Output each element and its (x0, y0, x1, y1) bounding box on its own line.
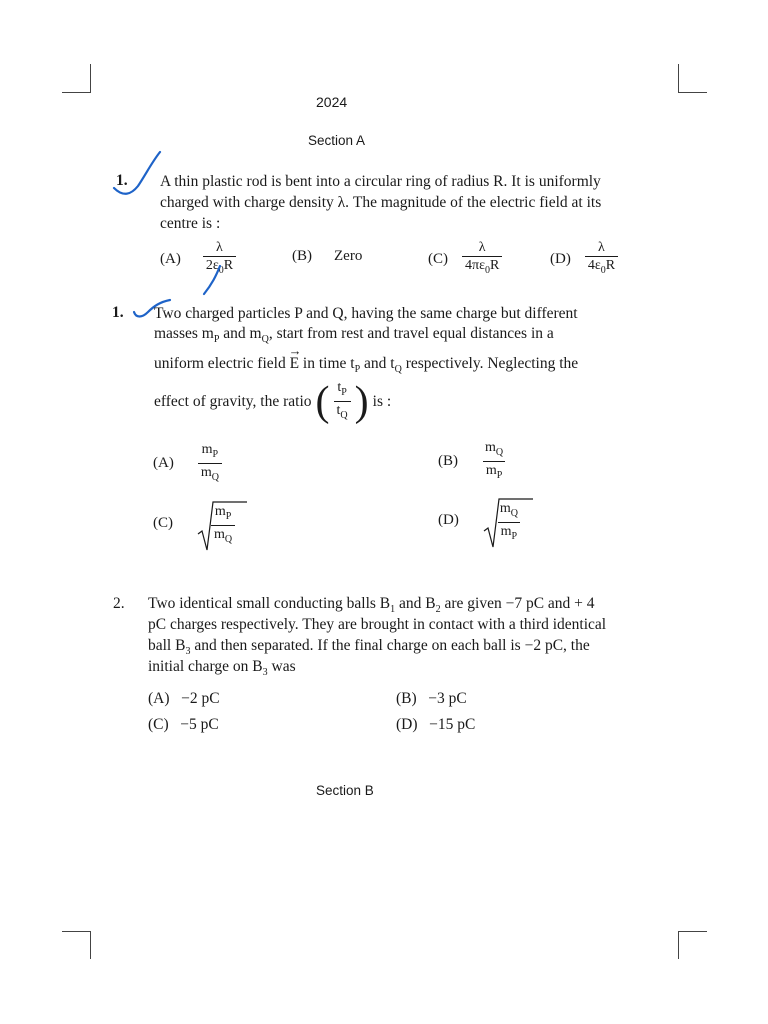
right-paren: ) (354, 378, 369, 425)
crop-mark-bottom-right-v (678, 931, 679, 959)
crop-mark-top-right-v (678, 64, 679, 92)
option-value: −15 pC (429, 716, 476, 733)
option-a (148, 688, 220, 709)
crop-mark-top-right-h (678, 92, 707, 93)
option-label: (D) (396, 716, 418, 733)
question-text-line: pC charges respectively. They are brought in contact with a third identical (148, 616, 607, 633)
option-label: (A) (153, 455, 174, 472)
fraction (462, 240, 502, 279)
option-c (153, 500, 235, 548)
sqrt-expression: $\frac{m_Q}{m_P}$ (483, 497, 521, 545)
crop-mark-top-left-v (90, 64, 91, 92)
question-number: 1. (116, 172, 128, 189)
fraction-numerator: λ (598, 240, 605, 255)
question-text-line: ball $B_3$ and then separated. If the final charge on each ball is −2 pC, the (148, 637, 590, 658)
fraction: $\frac{m_P}{m_Q}$ (198, 442, 222, 486)
ratio-fraction: $\frac{t_P}{t_Q}$ (334, 380, 351, 424)
fraction (585, 240, 618, 279)
option-b (438, 440, 506, 484)
option-value: −5 pC (180, 716, 219, 733)
option-label: (B) (292, 248, 312, 264)
sqrt-icon (483, 497, 533, 549)
fraction-denominator: $4\varepsilon_0R$ (585, 256, 618, 279)
option-label: (D) (550, 250, 571, 267)
option-a (153, 442, 222, 486)
option-label: (A) (160, 250, 181, 267)
option-label: (A) (148, 690, 170, 707)
year-heading: 2024 (316, 94, 348, 110)
question-text-line: A thin plastic rod is bent into a circular ring of radius R. It is uniformly (160, 173, 601, 190)
option-d (438, 497, 521, 545)
option-value: −3 pC (428, 690, 467, 707)
option-d (396, 714, 475, 735)
crop-mark-top-left-h (62, 92, 91, 93)
option-value: −2 pC (181, 690, 220, 707)
sqrt-expression: $\frac{m_P}{m_Q}$ (197, 500, 235, 548)
question-text-line: uniform electric field → E in time $t_P$ and $t_Q$ respectively. Neglecting the (154, 353, 578, 380)
question-number: 2. (113, 595, 125, 612)
option-value: Zero (334, 248, 363, 264)
crop-mark-bottom-left-v (90, 931, 91, 959)
option-label: (B) (438, 453, 458, 470)
question-number: 1. (112, 304, 124, 321)
question-text-line: centre is : (160, 215, 221, 232)
fraction-denominator: $4\pi\varepsilon_0R$ (462, 256, 502, 279)
option-c (428, 240, 502, 279)
question-text-line: effect of gravity, the ratio ( $\frac{t_P}{t_Q}$ ) is : (154, 378, 392, 425)
fraction-denominator: $2\varepsilon_0R$ (203, 256, 236, 279)
option-label: (C) (153, 515, 173, 532)
sqrt-icon (197, 500, 247, 552)
question-text-line: Two identical small conducting balls $B_1$ and $B_2$ are given −7 pC and + 4 (148, 595, 595, 616)
fraction-numerator: λ (216, 240, 223, 255)
question-text-line: initial charge on $B_3$ was (148, 658, 296, 679)
vector-arrow-icon: → (288, 343, 302, 358)
option-d (550, 240, 618, 279)
left-paren: ( (315, 378, 330, 425)
option-b (396, 688, 467, 709)
question-text-line: masses $m_P$ and $m_Q$, start from rest and travel equal distances in a (154, 325, 554, 346)
fraction-numerator: λ (478, 240, 486, 255)
pen-stroke-icon (198, 262, 228, 298)
fraction: $\frac{m_Q}{m_P}$ (482, 440, 506, 484)
option-label: (C) (148, 716, 169, 733)
option-c (148, 714, 219, 735)
question-text-line: charged with charge density λ. The magnitude of the electric field at its (160, 194, 602, 211)
option-label: (B) (396, 690, 417, 707)
option-label: (C) (428, 250, 448, 267)
pen-checkmark-icon (108, 148, 168, 203)
section-b-heading: Section B (316, 783, 374, 798)
crop-mark-bottom-right-h (678, 931, 707, 932)
section-a-heading: Section A (308, 133, 366, 148)
option-label: (D) (438, 512, 459, 529)
question-text-line: Two charged particles P and Q, having the same charge but different (154, 305, 578, 322)
option-b (292, 248, 362, 265)
crop-mark-bottom-left-h (62, 931, 91, 932)
